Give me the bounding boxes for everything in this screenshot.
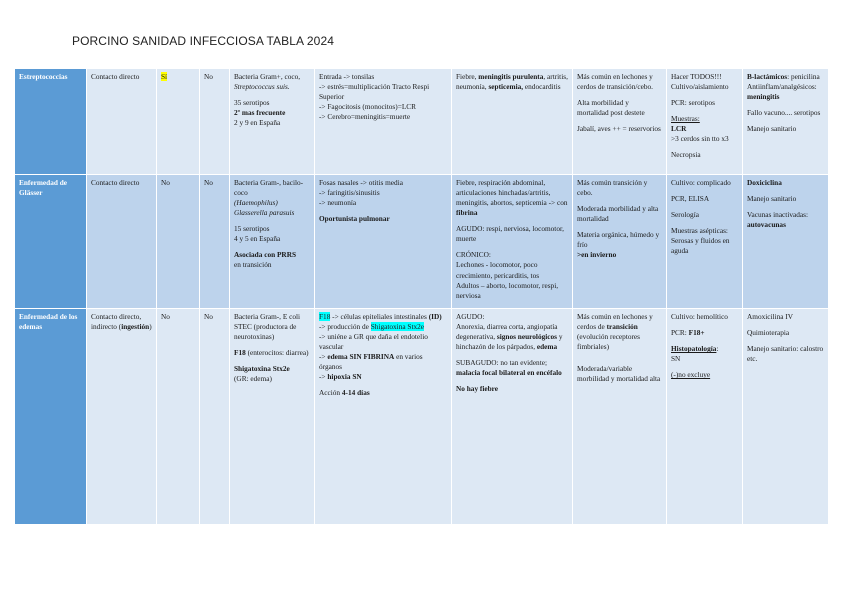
text-run: meningitis purulenta	[478, 72, 544, 81]
text-line: Manejo sanitario	[747, 124, 797, 134]
zoonosis-cell: No	[157, 309, 200, 525]
text-line: Fosas nasales -> otitis media	[319, 178, 403, 187]
text-run: ->	[319, 372, 328, 382]
text-line: -> uniéne a GR que daña el endotelio vascular	[319, 332, 428, 352]
text-line: Manejo sanitario: calostro etc.	[747, 344, 824, 364]
text-line: Más común transición y cebo.	[577, 178, 648, 198]
zoonosis-cell	[157, 69, 200, 175]
text-run: (evolución receptores fimbriales)	[577, 332, 641, 352]
text-run: Más común en lechones y cerdos de	[577, 312, 653, 332]
text-line: CRÓNICO:	[456, 250, 491, 260]
text-run: Contacto directo, indirecto (	[91, 312, 142, 332]
text-run: -> células epiteliales intestinales	[330, 312, 429, 321]
text-line: 35 serotipos	[234, 98, 270, 108]
highlighted-value: Sí	[161, 72, 168, 81]
text-line: Amoxicilina IV	[747, 312, 794, 321]
text-line: -> estrés=multiplicación Tracto Respi Superior	[319, 82, 430, 102]
treatment-cell	[743, 69, 829, 175]
text-run: B-lactámicos	[747, 72, 788, 81]
text-line: (GR: edema)	[234, 374, 272, 384]
epidemiology-cell	[573, 309, 667, 525]
zoonosis-cell: No	[157, 175, 200, 309]
agent-cell	[230, 175, 315, 309]
text-line: -> Fagocitosis (monocitos)=LCR	[319, 102, 417, 112]
text-line: Quimioterapia	[747, 328, 790, 338]
text-run: 4-14 días	[341, 388, 370, 398]
pathogenesis-cell	[315, 69, 452, 175]
text-line: Cultivo/aislamiento	[671, 82, 729, 92]
table-row	[15, 175, 829, 309]
text-line: Bacteria Gram+, coco,	[234, 72, 301, 81]
text-line: Shigatoxina Stx2e	[234, 364, 290, 374]
text-run: Fiebre,	[456, 72, 479, 81]
text-line: Moderada/variable morbilidad y mortalidad alta	[577, 364, 661, 384]
text-line: Muestras:	[671, 114, 700, 124]
text-line: Muestras asépticas: Serosas y fluidos en aguda	[671, 226, 730, 256]
text-line: 4 y 5 en España	[234, 234, 281, 244]
text-line: >en invierno	[577, 250, 617, 260]
text-run: F18+	[688, 328, 705, 338]
text-line: Manejo sanitario	[747, 194, 797, 204]
text-line: Antiinflam/analgésicos:	[747, 82, 817, 92]
text-line: Vacunas inactivadas:	[747, 210, 808, 220]
text-line: malacia focal bilateral en encéfalo	[456, 368, 562, 378]
treatment-cell	[743, 309, 829, 525]
text-line: Bacteria Gram-, bacilo-coco	[234, 178, 304, 198]
text-run: transición	[606, 322, 638, 332]
text-run: F18	[234, 348, 246, 358]
text-line: Alta morbilidad y mortalidad post destete	[577, 98, 645, 118]
table-row	[15, 69, 829, 175]
diagnosis-cell	[667, 69, 743, 175]
text-run: Anorexia, diarrea corta, angiopatía degenerativa,	[456, 322, 558, 342]
text-run: Acción	[319, 388, 342, 398]
text-line: 15 serotipos	[234, 224, 270, 234]
text-line: (-)no excluye	[671, 370, 711, 380]
text-run: y hinchazón de los párpados,	[456, 332, 563, 352]
text-line: LCR	[671, 124, 687, 134]
text-run: (enterocitos: diarrea)	[245, 348, 309, 358]
text-line: Jabalí, aves ++ = reservorios	[577, 124, 661, 134]
text-line: Adultos – aborto, locomotor, respi, nerviosa	[456, 280, 559, 300]
epidemiology-cell	[573, 69, 667, 175]
treatment-cell	[743, 175, 829, 309]
text-line: Necropsia	[671, 150, 701, 160]
text-line: PCR: serotipos	[671, 98, 715, 108]
document-title: PORCINO SANIDAD INFECCIOSA TABLA 2024	[72, 34, 335, 48]
text-line: Lechones - locomotor, poco crecimiento, pericarditis, tos	[456, 260, 540, 280]
text-line: No hay fiebre	[456, 384, 499, 394]
text-run: septicemia,	[488, 82, 524, 92]
text-run: -> producción de	[319, 322, 371, 332]
text-run: edema SIN FIBRINA	[327, 352, 395, 362]
text-line: Entrada -> tonsilas	[319, 72, 375, 81]
text-line: Moderada morbilidad y alta mortalidad	[577, 204, 659, 224]
text-run: Fiebre, respiración abdominal, articulaciones hinchadas/artritis, meningitis, abortos, septicemia -> con	[456, 178, 568, 208]
text-run: en varios órganos	[319, 352, 423, 372]
text-run: fibrina	[456, 208, 478, 218]
text-line: -> Cerebro=meningitis=muerte	[319, 112, 411, 122]
text-line: Streptococcus suis.	[234, 82, 290, 92]
text-run: hipoxia SN	[327, 372, 362, 382]
notifiable-cell: No	[200, 175, 230, 309]
text-line: Serología	[671, 210, 699, 220]
text-line: Bacteria Gram-, E coli STEC (productora de neurotoxinas)	[234, 312, 301, 342]
notifiable-cell: No	[200, 69, 230, 175]
notifiable-cell: No	[200, 309, 230, 525]
text-run: : penicilina	[787, 72, 820, 81]
text-line: en transición	[234, 260, 272, 270]
agent-cell	[230, 309, 315, 525]
text-line: >3 cerdos sin tto x3	[671, 134, 729, 144]
epidemiology-cell	[573, 175, 667, 309]
text-run: )	[149, 322, 152, 332]
table-row	[15, 309, 829, 525]
text-line: PCR, ELISA	[671, 194, 710, 204]
disease-name: Enfermedad de Glässer	[15, 175, 87, 309]
text-line: autovacunas	[747, 220, 786, 230]
text-run: :	[716, 344, 719, 354]
text-run: Histopatología	[671, 344, 717, 354]
text-line: AGUDO:	[456, 312, 485, 321]
text-line: Oportunista pulmonar	[319, 214, 390, 224]
text-run: signos neurológicos	[496, 332, 557, 342]
text-line: Fallo vacuno.... serotipos	[747, 108, 821, 118]
text-line: AGUDO: respi, nerviosa, locomotor, muerte	[456, 224, 564, 244]
text-run: ingestión	[121, 322, 150, 332]
text-line: (Haemophilus) Glasserella parasuis	[234, 198, 295, 218]
transmission-cell	[87, 309, 157, 525]
signs-cell	[452, 309, 573, 525]
text-line: SN	[671, 354, 681, 364]
transmission-cell: Contacto directo	[87, 175, 157, 309]
diagnosis-cell	[667, 309, 743, 525]
transmission-cell: Contacto directo	[87, 69, 157, 175]
text-line: 2º mas frecuente	[234, 108, 286, 118]
text-line: Materia orgánica, húmedo y frío	[577, 230, 660, 250]
text-line: -> neumonía	[319, 198, 357, 208]
text-run: ->	[319, 352, 328, 362]
disease-name: Enfermedad de los edemas	[15, 309, 87, 525]
text-run: (ID)	[428, 312, 442, 321]
agent-cell	[230, 69, 315, 175]
disease-table	[14, 68, 829, 525]
text-run: , artritis, neumonía,	[456, 72, 568, 92]
text-run: endocarditis	[523, 82, 561, 92]
pathogenesis-cell	[315, 175, 452, 309]
text-line: SUBAGUDO: no tan evidente;	[456, 358, 547, 368]
text-line: 2 y 9 en España	[234, 118, 281, 128]
text-line: Doxiciclina	[747, 178, 782, 187]
text-run: PCR:	[671, 328, 689, 338]
highlighted-value: F18	[319, 312, 331, 321]
text-line: Hacer TODOS!!!	[671, 72, 722, 81]
signs-cell	[452, 175, 573, 309]
text-line: Asociada con PRRS	[234, 250, 297, 260]
pathogenesis-cell	[315, 309, 452, 525]
text-line: Más común en lechones y cerdos de transición/cebo.	[577, 72, 653, 92]
text-line: -> faringitis/sinusitis	[319, 188, 380, 198]
highlighted-value: Shigatoxina Stx2e	[370, 322, 425, 332]
text-line: Cultivo: hemolítico	[671, 312, 728, 321]
signs-cell	[452, 69, 573, 175]
diagnosis-cell	[667, 175, 743, 309]
text-line: meningitis	[747, 92, 780, 102]
text-run: edema	[536, 342, 558, 352]
text-line: Cultivo: complicado	[671, 178, 731, 187]
disease-name: Estreptococcias	[15, 69, 87, 175]
